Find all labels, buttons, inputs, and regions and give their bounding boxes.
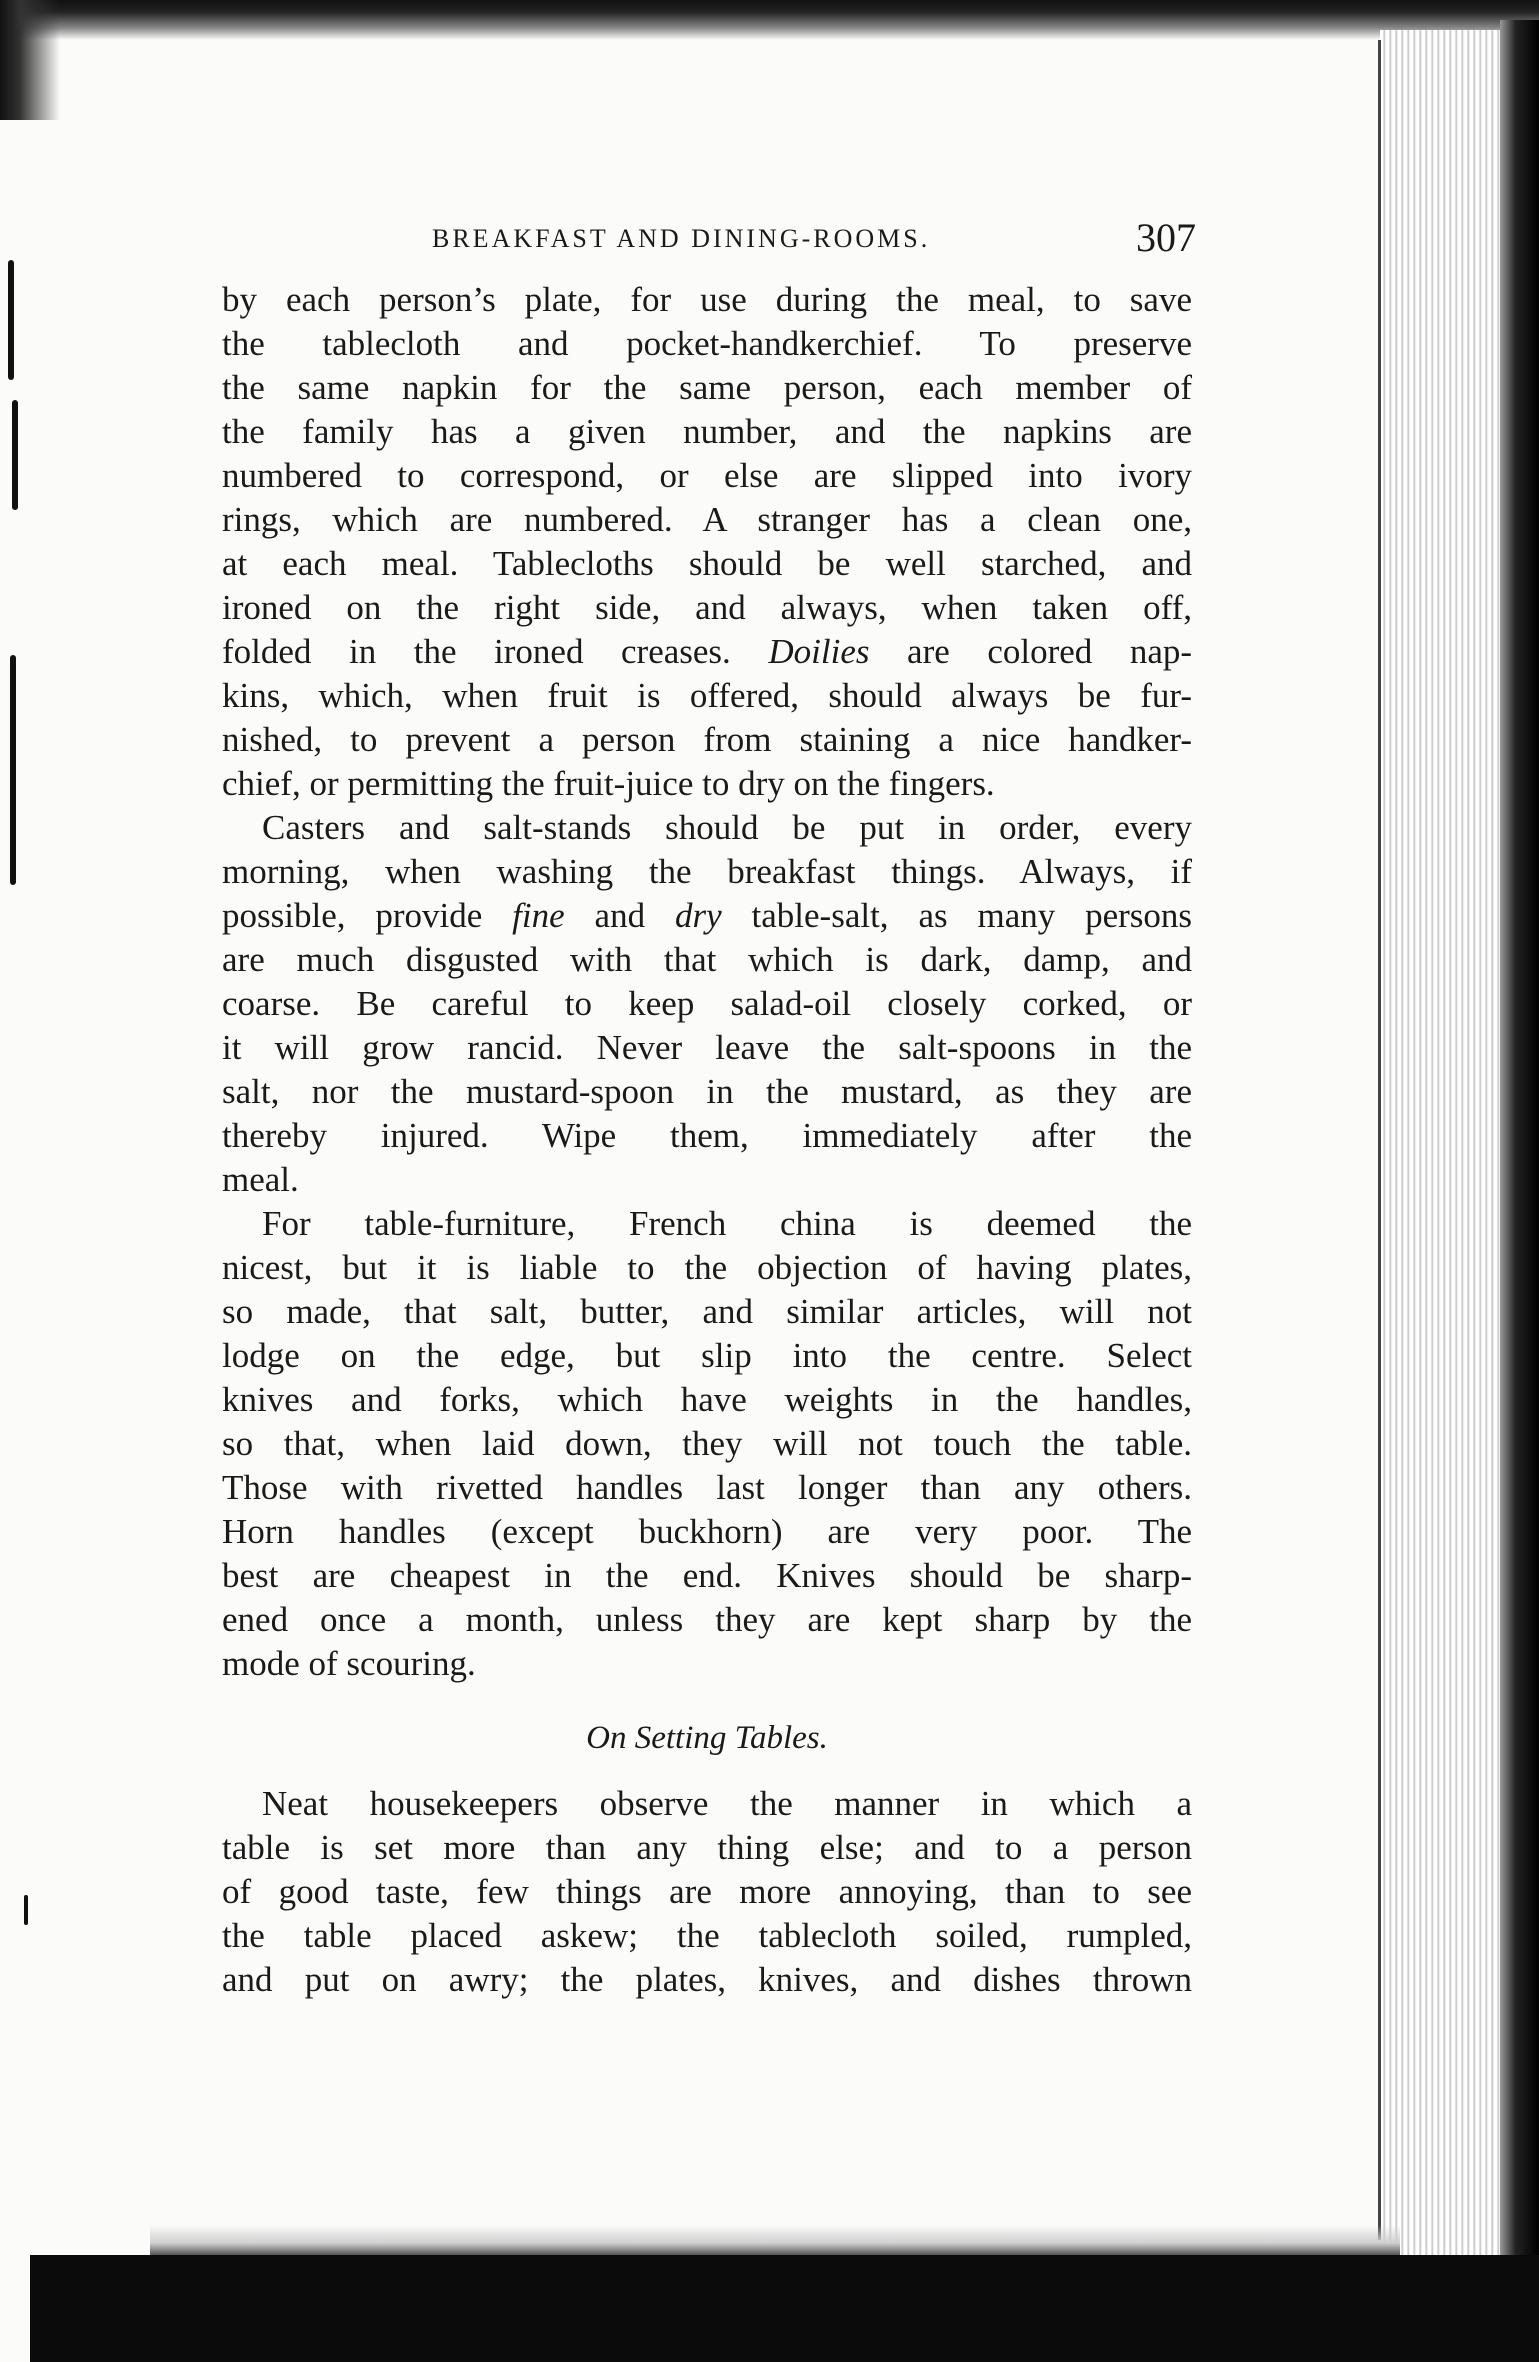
text-line: at each meal. Tablecloths should be well starched, and — [222, 544, 1192, 583]
text-line: lodge on the edge, but slip into the centre. Select — [222, 1336, 1192, 1375]
text-run: possible, provide — [222, 896, 483, 935]
text-run: and — [594, 896, 646, 935]
text-line: it will grow rancid. Never leave the salt-spoons in the — [222, 1028, 1192, 1067]
text-line: nished, to prevent a person from staining a nice handker- — [222, 720, 1192, 759]
text-line: thereby injured. Wipe them, immediately after the — [222, 1116, 1192, 1155]
running-head — [222, 210, 1196, 270]
text-line — [222, 630, 1192, 674]
text-line: nicest, but it is liable to the objection of having plates, — [222, 1248, 1192, 1287]
text-run: table-salt, as many persons — [751, 896, 1193, 935]
text-line: salt, nor the mustard-spoon in the mustard, as they are — [222, 1072, 1192, 1111]
text-line: kins, which, when fruit is offered, should always be fur- — [222, 676, 1192, 715]
paragraph — [222, 278, 1192, 806]
text-line: the family has a given number, and the napkins are — [222, 412, 1192, 451]
text-line: of good taste, few things are more annoying, than to see — [222, 1872, 1192, 1911]
scan-mark — [24, 1895, 28, 1925]
text-line: Neat housekeepers observe the manner in which a — [262, 1784, 1192, 1823]
text-line: rings, which are numbered. A stranger has a clean one, — [222, 500, 1192, 539]
text-line: mode of scouring. — [222, 1644, 476, 1683]
text-line: and put on awry; the plates, knives, and dishes thrown — [222, 1960, 1192, 1999]
italic-term: Doilies — [768, 632, 870, 671]
text-line: Casters and salt-stands should be put in order, every — [262, 808, 1192, 847]
text-line: knives and forks, which have weights in the handles, — [222, 1380, 1192, 1419]
paragraph — [222, 1202, 1192, 1686]
text-line: numbered to correspond, or else are slipped into ivory — [222, 456, 1192, 495]
text-line: ironed on the right side, and always, when taken off, — [222, 588, 1192, 627]
page-number: 307 — [1136, 215, 1196, 260]
text-line: the same napkin for the same person, each member of — [222, 368, 1192, 407]
page-edge-rule — [1378, 40, 1381, 2240]
text-run: folded in the ironed creases. — [222, 632, 731, 671]
italic-term: dry — [674, 896, 722, 935]
text-line: chief, or permitting the fruit-juice to dry on the fingers. — [222, 764, 995, 803]
italic-term: fine — [512, 896, 565, 935]
text-line: the tablecloth and pocket-handkerchief. To preserve — [222, 324, 1192, 363]
scan-mark — [8, 260, 14, 380]
text-line: the table placed askew; the tablecloth soiled, rumpled, — [222, 1916, 1192, 1955]
scan-mark — [12, 400, 18, 510]
text-line: morning, when washing the breakfast things. Always, if — [222, 852, 1192, 891]
text-line: coarse. Be careful to keep salad-oil closely corked, or — [222, 984, 1192, 1023]
page-content — [222, 210, 1196, 2002]
scan-corner-shadow — [0, 0, 60, 120]
binding-shadow — [1500, 20, 1539, 2320]
text-line: so made, that salt, butter, and similar articles, will not — [222, 1292, 1192, 1331]
text-line: best are cheapest in the end. Knives should be sharp- — [222, 1556, 1192, 1595]
text-line: Those with rivetted handles last longer than any others. — [222, 1468, 1192, 1507]
scan-top-edge — [0, 0, 1539, 40]
text-line: Horn handles (except buckhorn) are very poor. The — [222, 1512, 1192, 1551]
scan-bottom-fade — [150, 2225, 1400, 2255]
text-line: ened once a month, unless they are kept sharp by the — [222, 1600, 1192, 1639]
scan-bottom-edge — [30, 2255, 1539, 2362]
text-line — [222, 894, 1192, 938]
section-heading: On Setting Tables. — [586, 1720, 828, 1756]
text-line: For table-furniture, French china is deemed the — [262, 1204, 1192, 1243]
paragraph — [222, 1782, 1192, 2002]
text-line: by each person’s plate, for use during the meal, to save — [222, 280, 1192, 319]
text-run: are colored nap- — [907, 632, 1193, 671]
text-line: are much disgusted with that which is dark, damp, and — [222, 940, 1192, 979]
paragraph — [222, 806, 1192, 1202]
running-head-title: BREAKFAST AND DINING-ROOMS. — [432, 224, 931, 253]
text-line: so that, when laid down, they will not touch the table. — [222, 1424, 1192, 1463]
text-line: table is set more than any thing else; and to a person — [222, 1828, 1192, 1867]
text-line: meal. — [222, 1160, 299, 1199]
scan-mark — [10, 655, 16, 885]
